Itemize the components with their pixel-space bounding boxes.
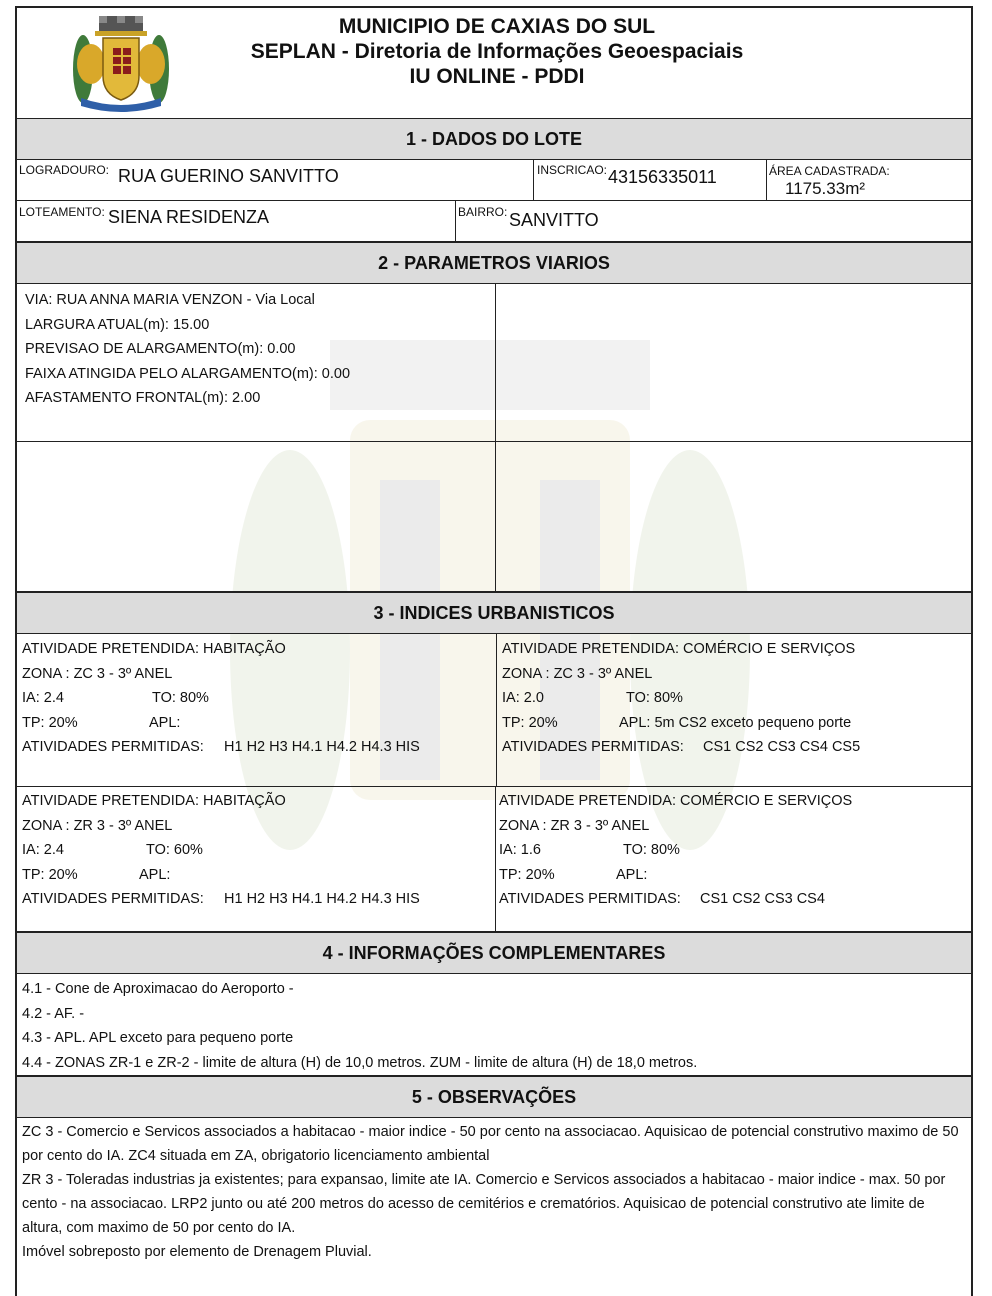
observacao-zr3: ZR 3 - Toleradas industrias ja existentes; para expansao, limite ate IA. Comercio e Servicos associados a habitacao - maior indice - max. 50 por cento - na associacao. LRP2 junto ou até 200 metros do acesso de cemitérios e crematórios. Aquisicao de potencial construtivo ate limite de altura, com maximo de 50 por cento do IA.: [22, 1172, 946, 1236]
info-4-1: 4.1 - Cone de Aproximacao do Aeroporto -: [22, 981, 294, 997]
info-4-2: 4.2 - AF. -: [22, 1005, 85, 1022]
faixa-line: FAIXA ATINGIDA PELO ALARGAMENTO(m): 0.00: [25, 365, 351, 382]
inscricao-cell: [534, 159, 767, 201]
zona-line: ZONA : ZC 3 - 3º ANEL: [502, 665, 653, 682]
empty-cell-bottom-right: [496, 442, 971, 592]
empty-cell-bottom-left: [17, 442, 496, 592]
zona-line: ZONA : ZC 3 - 3º ANEL: [22, 665, 173, 682]
previsao-line: PREVISAO DE ALARGAMENTO(m): 0.00: [25, 341, 296, 357]
area-cell: [767, 159, 971, 201]
section-3-title: 3 - INDICES URBANISTICOS: [17, 592, 971, 634]
observacao-zc3: ZC 3 - Comercio e Servicos associados a habitacao - maior indice - 50 por cento na associacao. Aquisicao de potencial construtivo maximo de 50 por cento do IA. ZC4 situada em ZA, obrigatorio licenciamento ambiental: [22, 1124, 959, 1164]
inscricao-value: 43156335011: [608, 167, 717, 187]
largura-line: LARGURA ATUAL(m): 15.00: [25, 316, 210, 333]
logradouro-cell: [17, 159, 534, 201]
header-municipality: MUNICIPIO DE CAXIAS DO SUL: [338, 15, 656, 38]
atividade-line: ATIVIDADE PRETENDIDA: HABITAÇÃO: [22, 793, 286, 809]
indice-block-3: [17, 787, 496, 932]
empty-cell-top-right: [496, 284, 971, 442]
area-value: 1175.33m²: [785, 179, 866, 198]
atividades-line: ATIVIDADES PERMITIDAS: CS1 CS2 CS3 CS4: [499, 891, 825, 907]
section-5-title: 5 - OBSERVAÇÕES: [17, 1076, 971, 1118]
atividades-line: ATIVIDADES PERMITIDAS: H1 H2 H3 H4.1 H4.2 H4.3 HIS: [22, 739, 420, 755]
tp-apl-line: TP: 20% APL: 5m CS2 exceto pequeno porte: [502, 714, 852, 731]
section-4-title: 4 - INFORMAÇÕES COMPLEMENTARES: [17, 932, 971, 974]
ia-to-line: IA: 2.4 TO: 60%: [22, 842, 203, 858]
ia-to-line: IA: 1.6 TO: 80%: [499, 842, 680, 858]
bairro-cell: [456, 201, 971, 242]
logradouro-value: RUA GUERINO SANVITTO: [118, 166, 339, 186]
zona-line: ZONA : ZR 3 - 3º ANEL: [22, 817, 173, 834]
header-department: SEPLAN - Diretoria de Informações Geoespaciais: [250, 40, 744, 63]
atividade-line: ATIVIDADE PRETENDIDA: COMÉRCIO E SERVIÇOS: [499, 793, 853, 809]
section-2-title: 2 - PARAMETROS VIARIOS: [17, 242, 971, 284]
loteamento-value: SIENA RESIDENZA: [108, 207, 270, 227]
via-line: VIA: RUA ANNA MARIA VENZON - Via Local: [25, 292, 315, 308]
afastamento-line: AFASTAMENTO FRONTAL(m): 2.00: [25, 390, 261, 406]
loteamento-cell: [17, 201, 456, 242]
info-4-3: 4.3 - APL. APL exceto para pequeno porte: [22, 1030, 294, 1046]
tp-apl-line: TP: 20% APL:: [22, 714, 181, 731]
observacao-drenagem: Imóvel sobreposto por elemento de Drenagem Pluvial.: [22, 1244, 372, 1260]
bairro-value: SANVITTO: [509, 210, 599, 230]
ia-to-line: IA: 2.4 TO: 80%: [22, 690, 209, 706]
logradouro-label: LOGRADOURO:: [19, 163, 110, 177]
atividades-line: ATIVIDADES PERMITIDAS: H1 H2 H3 H4.1 H4.2 H4.3 HIS: [22, 891, 420, 907]
observacoes-body: [22, 1120, 966, 1264]
ia-to-line: IA: 2.0 TO: 80%: [502, 690, 683, 706]
header-system: IU ONLINE - PDDI: [409, 65, 585, 88]
atividades-line: ATIVIDADES PERMITIDAS: CS1 CS2 CS3 CS4 CS5: [502, 739, 861, 755]
info-4-4: 4.4 - ZONAS ZR-1 e ZR-2 - limite de altura (H) de 10,0 metros. ZUM - limite de altura (H) de 18,0 metros.: [22, 1054, 698, 1071]
area-label: ÁREA CADASTRADA:: [769, 164, 890, 178]
indice-block-4: [496, 787, 971, 932]
indice-block-1: [17, 634, 497, 787]
section-1-title: 1 - DADOS DO LOTE: [17, 118, 971, 160]
zona-line: ZONA : ZR 3 - 3º ANEL: [499, 817, 650, 834]
informacoes-complementares-cell: [17, 974, 971, 1076]
coat-of-arms-logo: [69, 14, 173, 112]
tp-apl-line: TP: 20% APL:: [499, 866, 648, 883]
atividade-line: ATIVIDADE PRETENDIDA: HABITAÇÃO: [22, 641, 286, 657]
loteamento-label: LOTEAMENTO:: [19, 205, 105, 219]
parametros-viarios-cell: [17, 284, 496, 442]
bairro-label: BAIRRO:: [458, 205, 508, 219]
tp-apl-line: TP: 20% APL:: [22, 866, 171, 883]
indice-block-2: [497, 634, 971, 787]
atividade-line: ATIVIDADE PRETENDIDA: COMÉRCIO E SERVIÇOS: [502, 641, 856, 657]
document-header: [17, 8, 971, 120]
inscricao-label: INSCRICAO:: [537, 163, 608, 177]
document-frame: [15, 6, 973, 1296]
